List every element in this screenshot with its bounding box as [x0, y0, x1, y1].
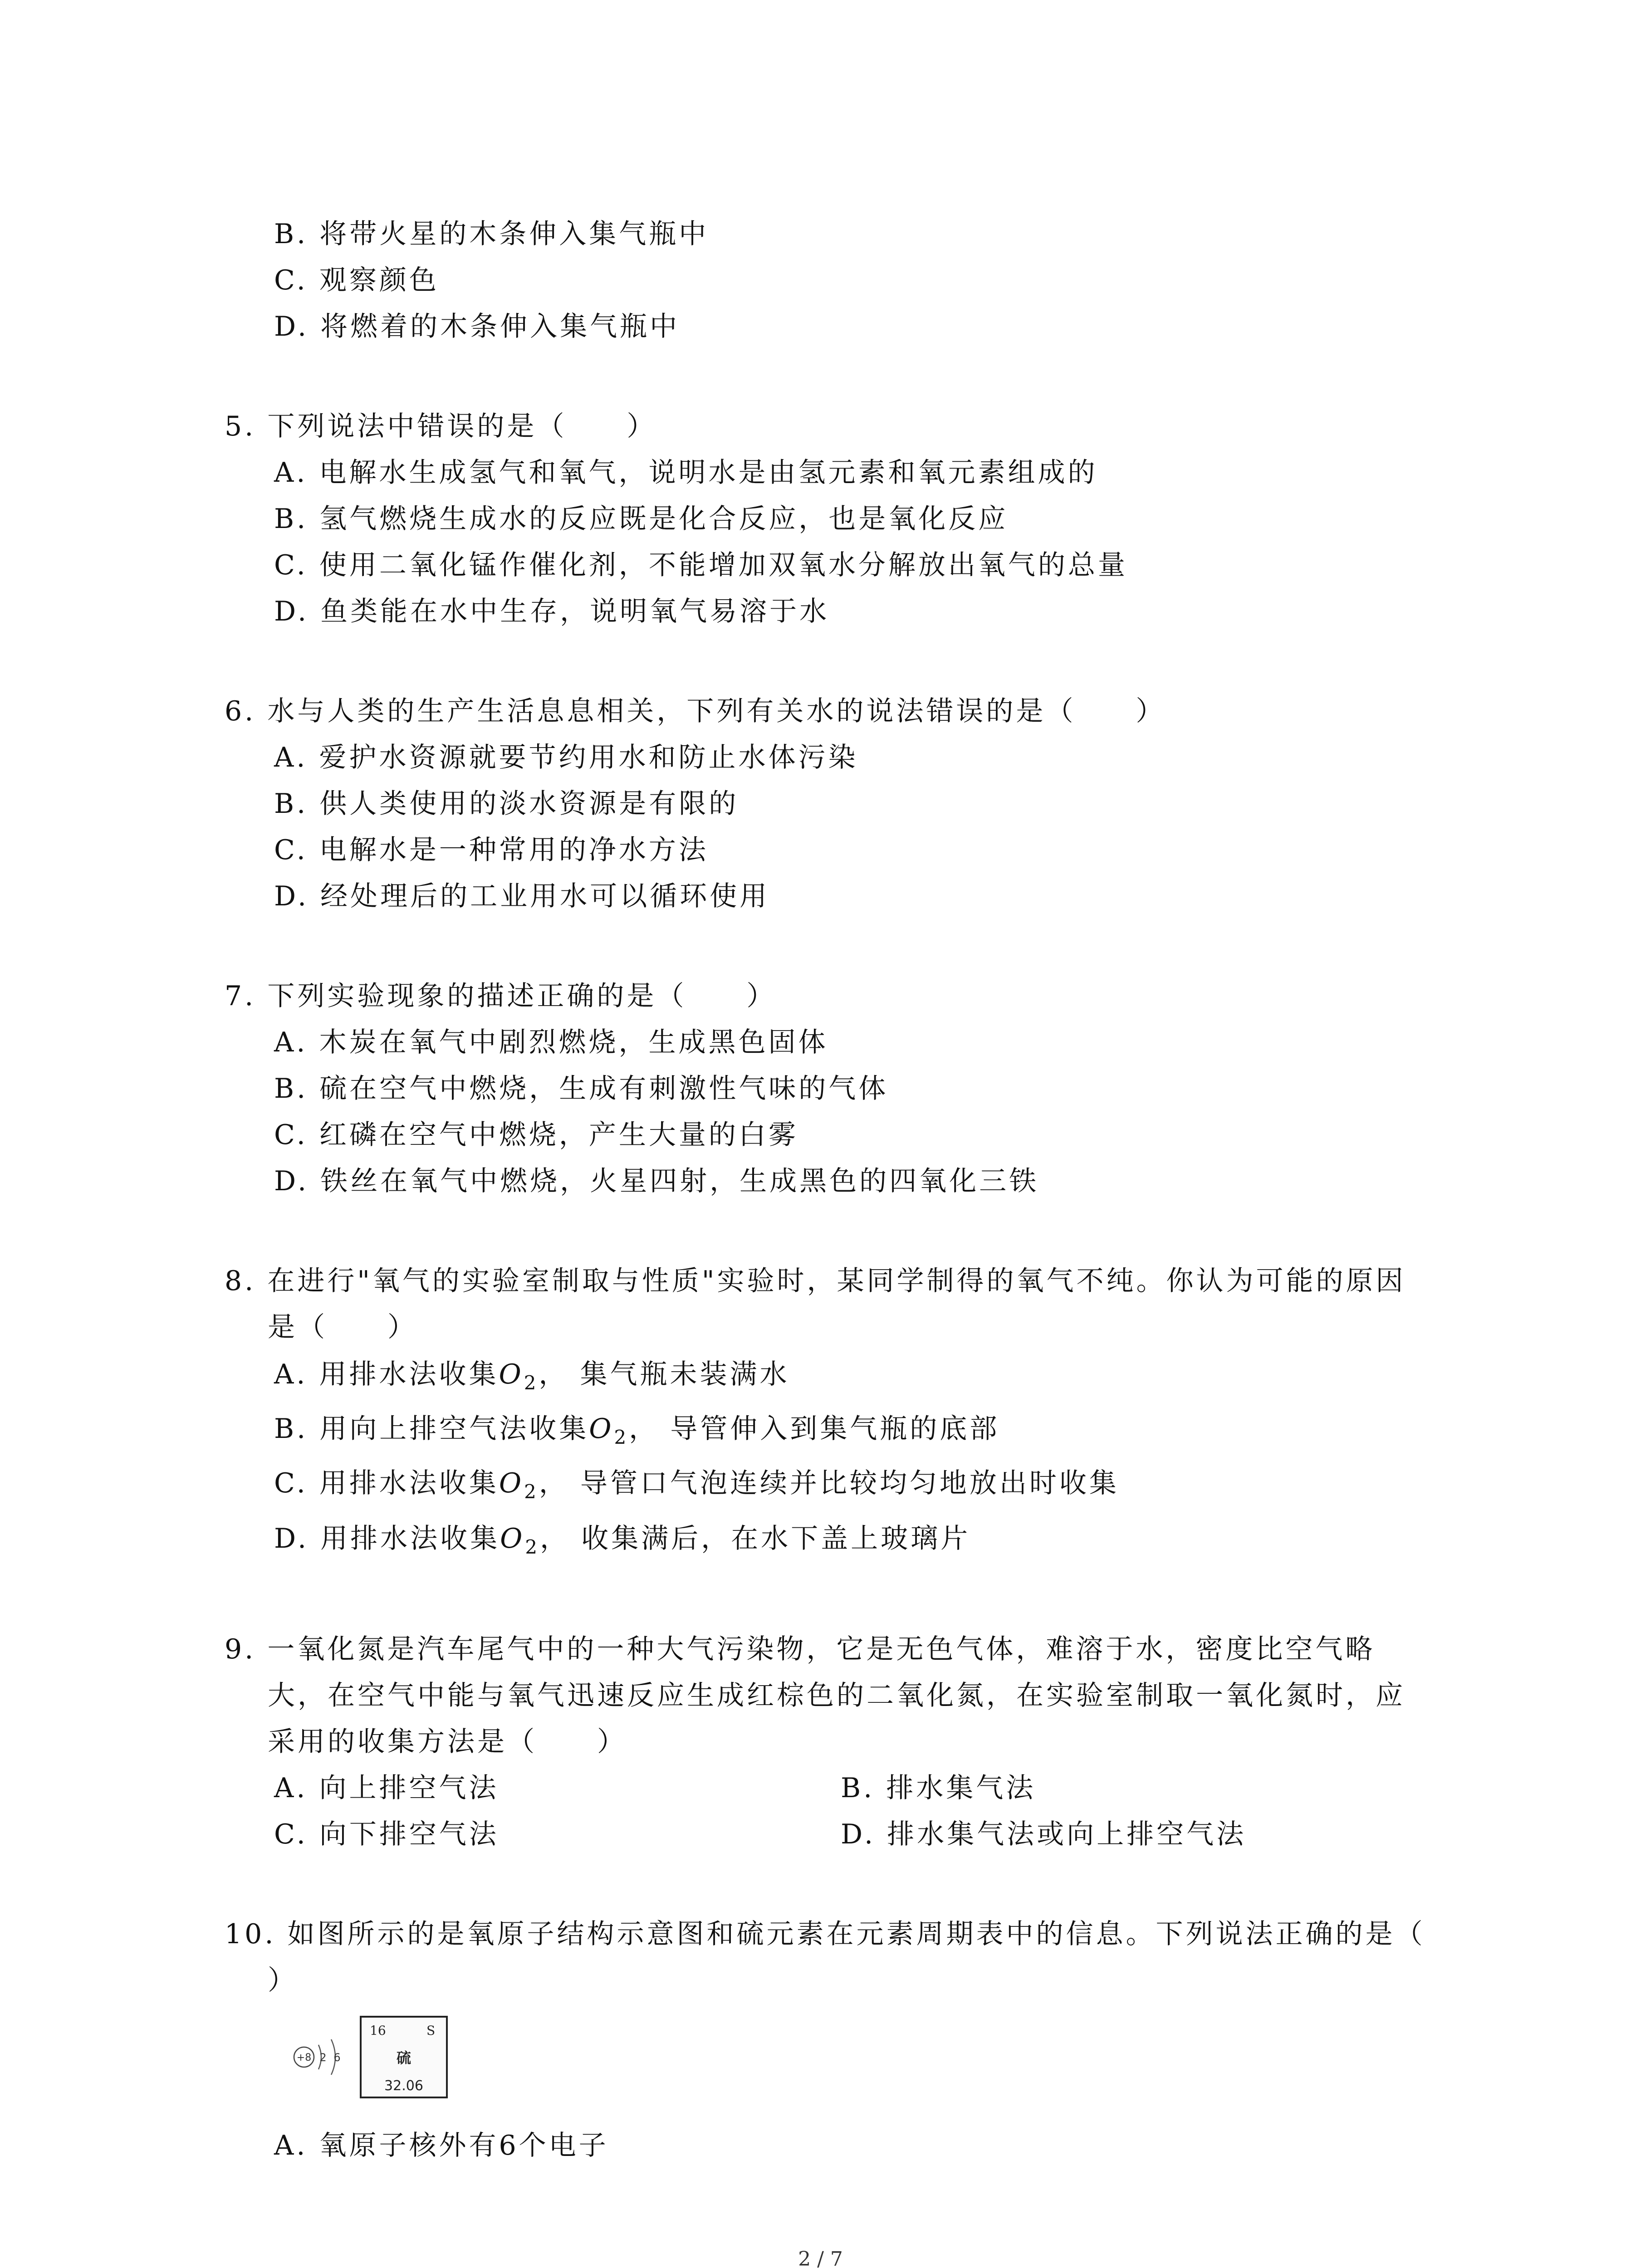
- atomic-mass: 32.06: [384, 2078, 423, 2094]
- q6-stem: 6. 水与人类的生产生活息息相关，下列有关水的说法错误的是（ ）: [225, 695, 1166, 727]
- q8-option-c-text: C. 用排水法收集: [274, 1467, 499, 1499]
- q7-stem: 7. 下列实验现象的描述正确的是（ ）: [225, 980, 777, 1012]
- nucleus-charge: +8: [296, 2052, 312, 2063]
- q8-option-a-text: A. 用排水法收集: [274, 1359, 499, 1390]
- q7-option-b: B. 硫在空气中燃烧，生成有刺激性气味的气体: [274, 1073, 889, 1105]
- q9-stem-line1: 9. 一氧化氮是汽车尾气中的一种大气污染物，它是无色气体，难溶于水，密度比空气略: [225, 1633, 1376, 1665]
- shell2-electrons: 6: [333, 2051, 341, 2064]
- q10-stem-line2: ）: [268, 1965, 298, 1996]
- q9-option-d: D. 排水集气法或向上排空气法: [841, 1818, 1247, 1850]
- q8-stem-line2: 是（ ）: [268, 1311, 417, 1343]
- q8-option-b-text: B. 用向上排空气法收集: [274, 1413, 589, 1445]
- q7-option-c: C. 红磷在空气中燃烧，产生大量的白雾: [274, 1119, 798, 1151]
- q8-option-d-text: D. 用排水法收集: [274, 1523, 500, 1554]
- q6-option-a: A. 爱护水资源就要节约用水和防止水体污染: [274, 742, 858, 773]
- q5-stem: 5. 下列说法中错误的是（ ）: [225, 411, 657, 442]
- q7-option-a: A. 木炭在氧气中剧烈燃烧，生成黑色固体: [274, 1026, 828, 1058]
- q10-stem-line1: 10. 如图所示的是氧原子结构示意图和硫元素在元素周期表中的信息。下列说法正确的是（: [225, 1918, 1425, 1950]
- q8-option-d-rest: ， 收集满后，在水下盖上玻璃片: [540, 1523, 971, 1554]
- q8-option-b: [274, 1413, 999, 1454]
- shell1-electrons: 2: [319, 2051, 327, 2064]
- o2-formula: $O_2$: [499, 1359, 539, 1394]
- q6-option-b: B. 供人类使用的淡水资源是有限的: [274, 788, 739, 820]
- q5-option-a: A. 电解水生成氢气和氧气，说明水是由氢元素和氧元素组成的: [274, 457, 1098, 489]
- sulfur-element-card: [361, 2017, 447, 2097]
- q9-option-b: B. 排水集气法: [841, 1772, 1036, 1804]
- q9-stem-line2: 大，在空气中能与氧气迅速反应生成红棕色的二氧化氮，在实验室制取一氧化氮时，应: [268, 1680, 1406, 1711]
- q5-option-c: C. 使用二氧化锰作催化剂，不能增加双氧水分解放出氧气的总量: [274, 549, 1128, 581]
- q9-stem-line3: 采用的收集方法是（ ）: [268, 1726, 627, 1758]
- q6-option-c: C. 电解水是一种常用的净水方法: [274, 834, 709, 866]
- q9-option-a: A. 向上排空气法: [274, 1772, 499, 1804]
- o2-formula: $O_2$: [589, 1413, 629, 1448]
- q8-option-a-rest: ， 集气瓶未装满水: [539, 1359, 790, 1390]
- q6-option-d: D. 经处理后的工业用水可以循环使用: [274, 880, 770, 912]
- q5-option-b: B. 氢气燃烧生成水的反应既是化合反应，也是氧化反应: [274, 503, 1009, 535]
- q9-option-c: C. 向下排空气法: [274, 1818, 499, 1850]
- o2-formula: $O_2$: [500, 1523, 540, 1558]
- element-name: 硫: [396, 2049, 411, 2067]
- oxygen-atom-sulfur-element-figure: [290, 2014, 454, 2100]
- atomic-number: 16: [370, 2023, 386, 2038]
- element-symbol: S: [426, 2023, 436, 2038]
- q4-option-c: C. 观察颜色: [274, 264, 439, 296]
- q8-option-c: [274, 1467, 1119, 1508]
- q5-option-d: D. 鱼类能在水中生存，说明氧气易溶于水: [274, 596, 830, 627]
- page-number: 2 / 7: [798, 2248, 843, 2268]
- q8-option-c-rest: ， 导管口气泡连续并比较均匀地放出时收集: [539, 1467, 1119, 1499]
- q8-option-d: [274, 1522, 970, 1564]
- q10-option-a: A. 氧原子核外有6个电子: [274, 2130, 609, 2161]
- oxygen-atom-diagram: [294, 2039, 341, 2075]
- q4-option-d: D. 将燃着的木条伸入集气瓶中: [274, 311, 680, 342]
- q8-option-a: [274, 1358, 790, 1399]
- q8-option-b-rest: ， 导管伸入到集气瓶的底部: [629, 1413, 1000, 1445]
- q7-option-d: D. 铁丝在氧气中燃烧，火星四射，生成黑色的四氧化三铁: [274, 1165, 1039, 1197]
- o2-formula: $O_2$: [499, 1467, 539, 1503]
- q8-stem-line1: 8. 在进行"氧气的实验室制取与性质"实验时，某同学制得的氧气不纯。你认为可能的原因: [225, 1265, 1406, 1297]
- q4-option-b: B. 将带火星的木条伸入集气瓶中: [274, 218, 709, 250]
